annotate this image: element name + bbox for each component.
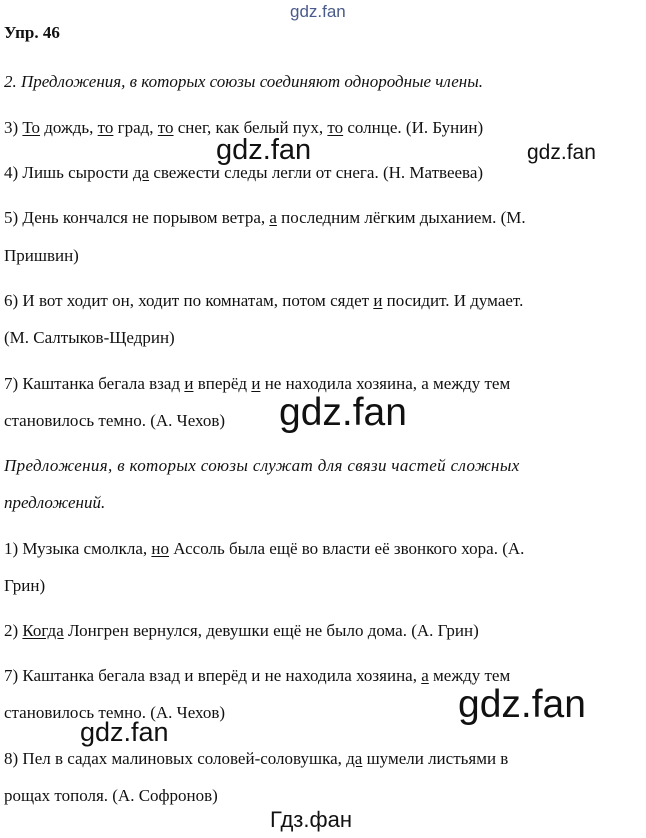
conjunction: да bbox=[346, 749, 363, 768]
text-segment: 1) Музыка смолкла, bbox=[4, 539, 152, 558]
conjunction: Когда bbox=[22, 621, 64, 640]
conjunction: да bbox=[132, 163, 150, 182]
text-segment: 7) Каштанка бегала взад bbox=[4, 374, 185, 393]
section-heading-2-continuation: предложений. bbox=[4, 493, 106, 512]
text-segment: 5) День кончался не порывом ветра, bbox=[4, 208, 270, 227]
text-segment: 4) Лишь сырости bbox=[4, 163, 133, 182]
text-segment: последним лёгким дыханием. (М. bbox=[276, 208, 526, 227]
sentence bbox=[4, 163, 483, 183]
watermark: gdz.fan bbox=[458, 683, 586, 726]
text-segment: солнце. (И. Бунин) bbox=[343, 118, 484, 137]
conjunction: то bbox=[97, 118, 114, 137]
text-segment: посидит. И думает. bbox=[382, 291, 524, 310]
conjunction: то bbox=[327, 118, 344, 137]
text-segment: 3) bbox=[4, 118, 23, 137]
watermark: gdz.fan bbox=[216, 134, 312, 166]
text-segment: вперёд bbox=[193, 374, 252, 393]
conjunction: и bbox=[251, 374, 261, 393]
sentence-continuation: Пришвин) bbox=[4, 246, 79, 265]
sentence bbox=[4, 208, 526, 228]
conjunction: то bbox=[157, 118, 174, 137]
text-segment: 8) Пел в садах малиновых соловей-соловушка, bbox=[4, 749, 347, 768]
sentence bbox=[4, 291, 523, 311]
text-segment: не находила хозяина, а между тем bbox=[260, 374, 511, 393]
conjunction: То bbox=[22, 118, 41, 137]
text-segment: 7) Каштанка бегала взад и вперёд и не находила хозяина, bbox=[4, 666, 422, 685]
sentence bbox=[4, 621, 479, 641]
conjunction: но bbox=[151, 539, 169, 558]
text-segment: 2) bbox=[4, 621, 23, 640]
watermark-bottom: Гдз.фан bbox=[270, 807, 352, 832]
sentence-continuation: становилось темно. (А. Чехов) bbox=[4, 411, 226, 430]
conjunction: а bbox=[421, 666, 429, 685]
sentence bbox=[4, 374, 510, 394]
text-segment: град, bbox=[113, 118, 158, 137]
sentence-continuation: (М. Салтыков-Щедрин) bbox=[4, 328, 175, 347]
watermark-top: gdz.fan bbox=[290, 2, 346, 21]
sentence bbox=[4, 666, 510, 686]
text-segment: свежести следы легли от снега. (Н. Матвеева) bbox=[149, 163, 484, 182]
sentence bbox=[4, 749, 508, 769]
conjunction: и bbox=[373, 291, 383, 310]
sentence-continuation: рощах тополя. (А. Софронов) bbox=[4, 786, 218, 805]
text-segment: дождь, bbox=[40, 118, 98, 137]
watermark: gdz.fan bbox=[80, 717, 169, 747]
watermark: gdz.fan bbox=[527, 141, 596, 164]
text-segment: между тем bbox=[428, 666, 511, 685]
exercise-title: Упр. 46 bbox=[4, 23, 60, 42]
text-segment: снег, как белый пух, bbox=[173, 118, 328, 137]
watermark: gdz.fan bbox=[279, 391, 407, 434]
conjunction: а bbox=[269, 208, 277, 227]
text-segment: Лонгрен вернулся, девушки ещё не было дома. (А. Грин) bbox=[63, 621, 479, 640]
text-segment: 6) И вот ходит он, ходит по комнатам, потом сядет bbox=[4, 291, 374, 310]
section-heading-2: Предложения, в которых союзы служат для связи частей сложных bbox=[4, 456, 520, 475]
sentence bbox=[4, 539, 524, 559]
sentence-continuation: Грин) bbox=[4, 576, 46, 595]
conjunction: и bbox=[184, 374, 194, 393]
text-segment: шумели листьями в bbox=[362, 749, 509, 768]
text-segment: Ассоль была ещё во власти её звонкого хора. (А. bbox=[169, 539, 525, 558]
section-heading-1: 2. Предложения, в которых союзы соединяют однородные члены. bbox=[4, 72, 483, 91]
sentence-continuation: становилось темно. (А. Чехов) bbox=[4, 703, 226, 722]
sentence bbox=[4, 118, 483, 138]
